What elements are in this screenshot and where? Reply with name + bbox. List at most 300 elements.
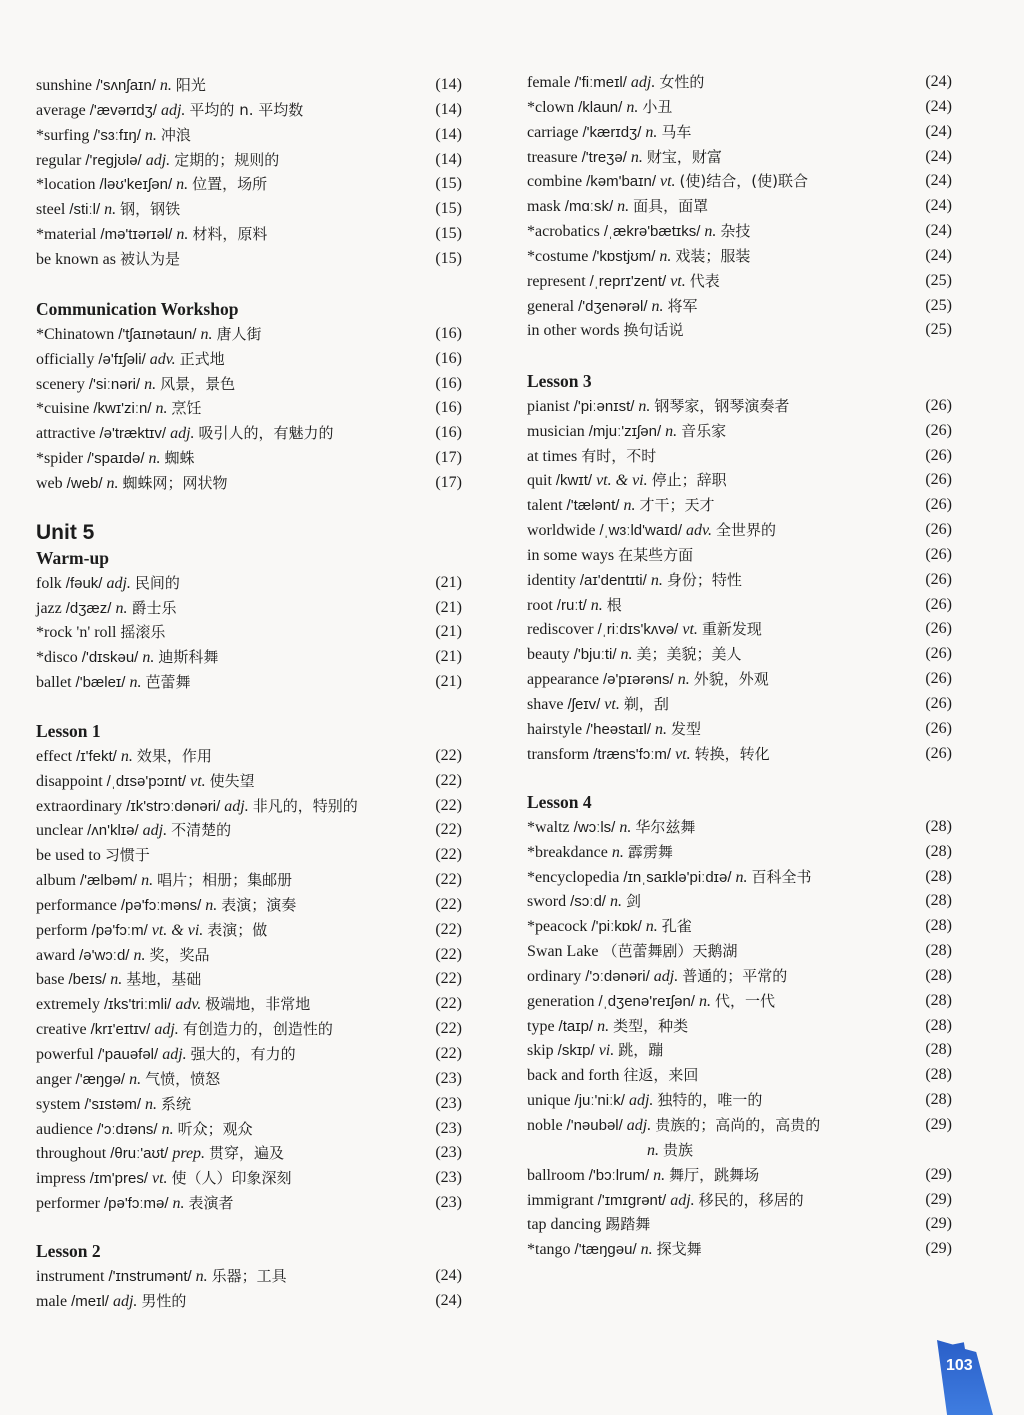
entry-definition: 习惯于 (104, 846, 150, 865)
entry-definition: 重新发现 (701, 620, 762, 639)
vocabulary-section (36, 297, 462, 496)
entry-word: extraordinary (36, 797, 123, 815)
entry-phonetic: /'nəubəl/ (566, 1116, 623, 1134)
vocabulary-entry (36, 73, 462, 98)
vocabulary-entry (36, 471, 462, 496)
entry-word: album (36, 872, 76, 890)
vocabulary-entry (527, 95, 952, 120)
entry-definition: 孔雀 (661, 917, 692, 936)
entry-phonetic: /ə'træktɪv/ (99, 425, 167, 443)
entry-definition: 贵族的；高尚的，高贵的 (655, 1115, 821, 1134)
entry-word: *surfing (36, 126, 90, 144)
vocabulary-entry (36, 1264, 462, 1289)
entry-part-of-speech: vt. (604, 695, 620, 713)
entry-phonetic: /kwɪt/ (555, 472, 593, 490)
entry-definition: 强大的，有力的 (190, 1044, 296, 1063)
vocabulary-section (527, 70, 952, 343)
vocabulary-entry (527, 169, 952, 194)
entry-phonetic: /'piːənɪst/ (573, 397, 635, 415)
entry-part-of-speech: n. (620, 646, 633, 664)
entry-phonetic: /'ælbəm/ (80, 872, 138, 890)
entry-phonetic: /ˌdɪsə'pɔɪnt/ (106, 772, 187, 790)
entry-part-of-speech: n. (611, 843, 624, 861)
vocabulary-entry (36, 1042, 462, 1067)
entry-word: *rock 'n' roll (36, 624, 117, 642)
vocabulary-entry (527, 1014, 952, 1039)
entry-definition: 小丑 (642, 97, 673, 116)
entry-phonetic: /ə'pɪərəns/ (602, 671, 674, 689)
entry-word: carriage (527, 123, 579, 141)
vocabulary-entry (527, 964, 952, 989)
entry-definition: 民间的 (134, 573, 180, 592)
vocabulary-entry (527, 219, 952, 244)
entry-definition: 换句话说 (623, 321, 684, 340)
entry-page-ref: (22) (435, 945, 462, 963)
entry-page-ref: (26) (925, 719, 952, 737)
vocabulary-entry (527, 815, 952, 840)
vocabulary-entry (36, 620, 462, 645)
vocabulary-entry (527, 1212, 952, 1237)
entry-phonetic: /juː'niːk/ (574, 1092, 625, 1110)
vocabulary-entry (36, 744, 462, 769)
entry-phonetic: /mə'tɪərɪəl/ (100, 226, 173, 244)
entry-part-of-speech: adj. (670, 1191, 695, 1209)
entry-page-ref: (24) (435, 1291, 462, 1309)
entry-definition: 风景，景色 (160, 374, 236, 393)
entry-definition: 踢踏舞 (605, 1215, 651, 1234)
entry-page-ref: (21) (435, 573, 462, 591)
entry-word: *spider (36, 450, 84, 468)
vocabulary-entry (527, 692, 952, 717)
entry-part-of-speech: n. (129, 1070, 142, 1088)
entry-word: steel (36, 201, 66, 219)
entry-page-ref: (26) (925, 744, 952, 762)
entry-word: ballet (36, 674, 72, 692)
entry-phonetic: /ɪks'triːmli/ (103, 996, 172, 1014)
vocabulary-entry (36, 222, 462, 247)
entry-page-ref: (23) (435, 1069, 462, 1087)
vocabulary-entry (36, 347, 462, 372)
entry-word: *Chinatown (36, 325, 115, 343)
entry-word: root (527, 596, 553, 614)
entry-page-ref: (21) (435, 648, 462, 666)
vocabulary-entry (527, 989, 952, 1014)
entry-phonetic: /kwɪ'ziːn/ (93, 400, 152, 418)
entry-word: noble (527, 1116, 563, 1134)
entry-phonetic: /'kærɪdʒ/ (582, 123, 642, 141)
entry-word: performance (36, 896, 117, 914)
vocabulary-entry (36, 1117, 462, 1142)
entry-word: appearance (527, 671, 599, 689)
entry-word: rediscover (527, 621, 594, 639)
vocabulary-entry (527, 1188, 952, 1213)
entry-phonetic: /'heəstaɪl/ (586, 720, 652, 738)
entry-phonetic: /'pauəfəl/ (97, 1045, 159, 1063)
entry-page-ref: (29) (925, 1190, 952, 1208)
vocabulary-entry (36, 571, 462, 596)
entry-part-of-speech: adj. (112, 1292, 138, 1310)
entry-page-ref: (26) (925, 595, 952, 613)
entry-part-of-speech: n. (148, 450, 161, 468)
entry-part-of-speech: vt. (152, 1170, 168, 1188)
entry-phonetic: /'bjuːti/ (573, 646, 617, 664)
entry-definition: 转换，转化 (694, 744, 770, 763)
entry-definition: 基地，基础 (126, 970, 202, 989)
entry-phonetic: /pə'fɔːm/ (91, 921, 148, 939)
entry-definition: 发型 (671, 719, 702, 738)
entry-word: combine (527, 173, 583, 191)
entry-part-of-speech: adj. (653, 967, 679, 985)
entry-word: in other words (527, 322, 620, 340)
entry-phonetic: /træns'fɔːm/ (593, 745, 672, 763)
entry-part-of-speech: n. (735, 868, 748, 886)
entry-word: system (36, 1095, 81, 1113)
vocabulary-entry (527, 889, 952, 914)
entry-phonetic: /meɪl/ (71, 1292, 109, 1310)
vocabulary-entry (527, 939, 952, 964)
entry-word: impress (36, 1170, 86, 1188)
entry-page-ref: (22) (435, 920, 462, 938)
entry-phonetic: /fəuk/ (65, 574, 103, 592)
entry-word: sword (527, 893, 567, 911)
entry-page-ref: (26) (925, 421, 952, 439)
entry-word: sunshine (36, 77, 92, 94)
vocabulary-entry (36, 769, 462, 794)
entry-part-of-speech: n. (142, 649, 155, 667)
entry-definition: 定期的；规则的 (174, 150, 280, 169)
entry-page-ref: (26) (925, 396, 952, 414)
vocabulary-entry (36, 943, 462, 968)
entry-definition: 使（人）印象深刻 (171, 1169, 292, 1188)
entry-definition: 探戈舞 (656, 1240, 702, 1259)
entry-page-ref: (15) (435, 225, 462, 243)
entry-part-of-speech: adj. (106, 574, 131, 592)
entry-phonetic: /ləʊ'keɪʃən/ (99, 176, 173, 194)
entry-part-of-speech: n. (645, 918, 658, 936)
entry-part-of-speech: n. (176, 176, 189, 194)
entry-definition: 才干；天才 (639, 496, 715, 515)
section-heading: Communication Workshop (36, 299, 239, 319)
vocabulary-entry (527, 194, 952, 219)
entry-phonetic: /'treʒə/ (581, 148, 627, 166)
entry-word: Swan Lake (527, 943, 599, 961)
section-heading: Lesson 4 (527, 792, 592, 812)
entry-definition: 听众；观众 (177, 1119, 253, 1138)
entry-page-ref: (23) (435, 1094, 462, 1112)
entry-part-of-speech: n. (651, 297, 664, 315)
entry-part-of-speech: n. (704, 223, 717, 241)
entry-page-ref: (24) (925, 222, 952, 240)
entry-word: *disco (36, 649, 78, 667)
vocabulary-entry (527, 667, 952, 692)
entry-word: ordinary (527, 967, 582, 985)
entry-page-ref: (14) (435, 125, 462, 143)
entry-word: scenery (36, 375, 85, 393)
entry-phonetic: /ruːt/ (556, 596, 587, 614)
entry-phonetic: /ə'wɔːd/ (79, 946, 130, 964)
section-heading: Lesson 2 (36, 1241, 101, 1261)
entry-part-of-speech: n. (590, 596, 603, 614)
entry-page-ref: (17) (435, 473, 462, 491)
entry-page-ref: (24) (925, 246, 952, 264)
entry-page-ref: (24) (925, 73, 952, 90)
entry-page-ref: (28) (925, 1066, 952, 1084)
entry-word: unique (527, 1092, 571, 1110)
entry-part-of-speech: n. (638, 397, 651, 415)
entry-phonetic: /aɪ'dentɪti/ (579, 571, 647, 589)
entry-definition: 面具，面罩 (633, 197, 709, 216)
entry-definition: 乐器；工具 (211, 1266, 287, 1285)
entry-word: *waltz (527, 818, 570, 836)
entry-phonetic: /'ɪnstrumənt/ (108, 1267, 192, 1285)
entry-phonetic: /wɔːls/ (573, 818, 616, 836)
entry-part-of-speech: n. (626, 98, 639, 116)
entry-definition: 唱片；相册；集邮册 (157, 871, 293, 890)
entry-word: *encyclopedia (527, 868, 620, 886)
entry-definition: 不清楚的 (171, 821, 232, 840)
section-heading: Warm-up (36, 547, 109, 568)
entry-part-of-speech: n. (161, 1120, 174, 1138)
entry-part-of-speech: vi. (598, 1042, 615, 1060)
vocabulary-entry (36, 918, 462, 943)
entry-part-of-speech: adj. (142, 822, 168, 840)
entry-page-ref: (29) (925, 1165, 952, 1183)
entry-part-of-speech: n. (104, 201, 117, 219)
entry-definition: 霹雳舞 (627, 842, 673, 861)
entry-part-of-speech: n. (115, 599, 128, 617)
entry-word: audience (36, 1120, 93, 1138)
entry-phonetic: /'fiːmeɪl/ (574, 74, 627, 91)
unit-title: Unit 5 (36, 521, 95, 544)
entry-part-of-speech: adj. (224, 797, 249, 815)
entry-page-ref: (25) (925, 296, 952, 314)
vocabulary-entry (527, 419, 952, 444)
entry-word: be used to (36, 847, 101, 865)
entry-phonetic: /'spaɪdə/ (87, 450, 145, 468)
vocabulary-entry (527, 865, 952, 890)
entry-part-of-speech: adv. (686, 522, 712, 540)
entry-definition: 蜘蛛网；网状物 (122, 473, 228, 492)
entry-part-of-speech: n. (195, 1267, 208, 1285)
vocabulary-entry (527, 120, 952, 145)
vocabulary-entry (36, 645, 462, 670)
vocabulary-entry (527, 518, 952, 543)
entry-part-of-speech: n. (159, 77, 172, 94)
vocabulary-entry (36, 1092, 462, 1117)
entry-phonetic: /ˌdʒenə'reɪʃən/ (598, 992, 695, 1010)
entry-page-ref: (28) (925, 1016, 952, 1034)
entry-part-of-speech: n. (597, 1017, 610, 1035)
entry-page-ref: (22) (435, 1020, 462, 1038)
page-number: 103 (946, 1357, 973, 1374)
entry-part-of-speech: vt. (670, 272, 686, 290)
entry-part-of-speech: n. (120, 747, 133, 765)
entry-word: ballroom (527, 1166, 585, 1184)
entry-word: skip (527, 1042, 554, 1060)
entry-part-of-speech: n. (619, 818, 632, 836)
entry-definition: 效果，作用 (136, 746, 212, 765)
vocabulary-entry (36, 247, 462, 272)
entry-page-ref: (22) (435, 846, 462, 864)
entry-word: at times (527, 447, 578, 465)
entry-page-ref: (26) (925, 521, 952, 539)
entry-page-ref: (22) (435, 970, 462, 988)
entry-page-ref: (22) (435, 796, 462, 814)
entry-word: treasure (527, 148, 578, 166)
vocabulary-entry (36, 1017, 462, 1042)
entry-definition: 被认为是 (119, 249, 180, 268)
entry-phonetic: /ʃeɪv/ (567, 695, 601, 713)
vocabulary-entry (527, 1063, 952, 1088)
entry-page-ref: (28) (925, 1041, 952, 1059)
entry-part-of-speech: n. (145, 1095, 157, 1113)
entry-part-of-speech: n. (144, 375, 157, 393)
entry-phonetic: /'tʃaɪnətaun/ (118, 325, 197, 343)
entry-phonetic: /ˌwɜːld'waɪd/ (599, 522, 683, 540)
entry-part-of-speech: n. (133, 946, 146, 964)
entry-definition: 钢，钢铁 (120, 200, 181, 219)
entry-page-ref: (28) (925, 966, 952, 984)
entry-definition: 将军 (667, 296, 698, 315)
entry-definition: 位置，场所 (192, 175, 268, 194)
entry-definition: (使)结合，(使)联合 (679, 172, 808, 191)
entry-part-of-speech: n. (609, 893, 622, 911)
vocabulary-entry (36, 992, 462, 1017)
entry-phonetic: /ˌreprɪ'zent/ (589, 272, 667, 290)
entry-phonetic: /kəm'baɪn/ (586, 173, 656, 191)
entry-phonetic: /taɪp/ (558, 1017, 594, 1035)
entry-phonetic: /θruː'aʊt/ (110, 1145, 169, 1163)
entry-phonetic: /ɪm'pres/ (89, 1170, 148, 1188)
vocabulary-entry (527, 1113, 952, 1138)
entry-definition: 停止；辞职 (651, 471, 727, 490)
entry-word: hairstyle (527, 720, 583, 738)
entry-definition: 奖，奖品 (149, 945, 210, 964)
entry-definition: 系统 (161, 1094, 192, 1113)
entry-page-ref: (26) (925, 645, 952, 663)
entry-part-of-speech: vt. & vi. (151, 921, 204, 939)
entry-page-ref: (16) (435, 374, 462, 392)
entry-word: unclear (36, 822, 84, 840)
vocabulary-entry (36, 1166, 462, 1191)
entry-phonetic: /ə'fɪʃəli/ (98, 350, 146, 368)
entry-definition: 华尔兹舞 (635, 817, 696, 836)
entry-word: web (36, 474, 63, 492)
vocabulary-entry (36, 172, 462, 197)
entry-page-ref: (14) (435, 100, 462, 118)
entry-phonetic: /'sɜːfɪŋ/ (93, 126, 141, 144)
entry-part-of-speech: n. (200, 325, 213, 343)
entry-page-ref: (22) (435, 895, 462, 913)
entry-page-ref: (24) (925, 147, 952, 165)
entry-definition: 财宝，财富 (646, 147, 722, 166)
entry-phonetic: /'ævərɪdʒ/ (89, 101, 157, 119)
entry-page-ref: (26) (925, 570, 952, 588)
entry-word: *clown (527, 98, 575, 116)
entry-word: award (36, 946, 76, 964)
entry-definition: 极端地，非常地 (205, 995, 311, 1014)
entry-part-of-speech: n. (176, 226, 189, 244)
entry-page-ref: (28) (925, 867, 952, 885)
entry-part-of-speech: vt. (682, 621, 698, 639)
vocabulary-entry (527, 70, 952, 95)
entry-definition: 代表 (689, 271, 720, 290)
entry-phonetic: /'tælənt/ (566, 497, 620, 515)
vocabulary-section (527, 369, 952, 767)
entry-phonetic: /'sʌnʃaɪn/ (96, 77, 156, 94)
entry-part-of-speech: n. (205, 896, 218, 914)
vocabulary-entry (36, 967, 462, 992)
vocabulary-section (36, 1239, 462, 1314)
entry-word: *breakdance (527, 843, 608, 861)
entry-definition: 在某些方面 (618, 545, 694, 564)
entry-phonetic: /'kɒstjʊm/ (592, 247, 656, 265)
entry-definition: 马车 (661, 122, 692, 141)
entry-word: *acrobatics (527, 223, 600, 241)
vocabulary-entry (36, 1191, 462, 1216)
vocabulary-entry (36, 893, 462, 918)
entry-page-ref: (24) (925, 197, 952, 215)
entry-word: officially (36, 350, 95, 368)
vocabulary-entry (36, 794, 462, 819)
entry-definition: 男性的 (141, 1291, 187, 1310)
entry-phonetic: /ˌriːdɪs'kʌvə/ (597, 621, 679, 639)
entry-part-of-speech: n. (698, 992, 711, 1010)
page-number-badge (937, 1340, 993, 1415)
entry-phonetic: /'dʒenərəl/ (578, 297, 648, 315)
entry-definition: 有创造力的，创造性的 (182, 1020, 333, 1039)
entry-word: *cuisine (36, 400, 90, 418)
entry-part-of-speech: n. (653, 1166, 666, 1184)
entry-page-ref: (24) (925, 97, 952, 115)
vocabulary-entry (527, 914, 952, 939)
entry-word: *material (36, 226, 97, 244)
entry-part-of-speech: n. (106, 474, 119, 492)
entry-page-ref: (26) (925, 545, 952, 563)
vocabulary-entry (527, 444, 952, 469)
vocabulary-entry (527, 269, 952, 294)
entry-part-of-speech: prep. (172, 1145, 206, 1163)
entry-page-ref: (22) (435, 1044, 462, 1062)
entry-page-ref: (24) (925, 172, 952, 190)
entry-page-ref: (15) (435, 200, 462, 218)
vocabulary-entry (36, 396, 462, 421)
entry-definition: 正式地 (179, 349, 225, 368)
entry-word: back and forth (527, 1067, 620, 1085)
entry-part-of-speech: n. (655, 720, 668, 738)
entry-page-ref: (22) (435, 995, 462, 1013)
vocabulary-entry-continuation (527, 1138, 952, 1163)
entry-word: folk (36, 574, 62, 592)
entry-word: represent (527, 272, 586, 290)
vocabulary-entry (527, 840, 952, 865)
entry-part-of-speech: n. (640, 1241, 653, 1259)
entry-page-ref: (14) (435, 150, 462, 168)
entry-page-ref: (16) (435, 424, 462, 442)
section-heading: Lesson 3 (527, 371, 592, 391)
entry-page-ref: (17) (435, 449, 462, 467)
vocabulary-entry (527, 742, 952, 767)
entry-page-ref: (24) (925, 122, 952, 140)
entry-page-ref: (21) (435, 598, 462, 616)
entry-page-ref: (28) (925, 917, 952, 935)
entry-part-of-speech: adj. (154, 1021, 179, 1039)
entry-part-of-speech: n. (172, 1195, 185, 1213)
entry-definition: 表演；演奏 (221, 895, 297, 914)
vocabulary-entry (527, 1088, 952, 1113)
entry-page-ref: (28) (925, 842, 952, 860)
entry-word: quit (527, 472, 552, 490)
